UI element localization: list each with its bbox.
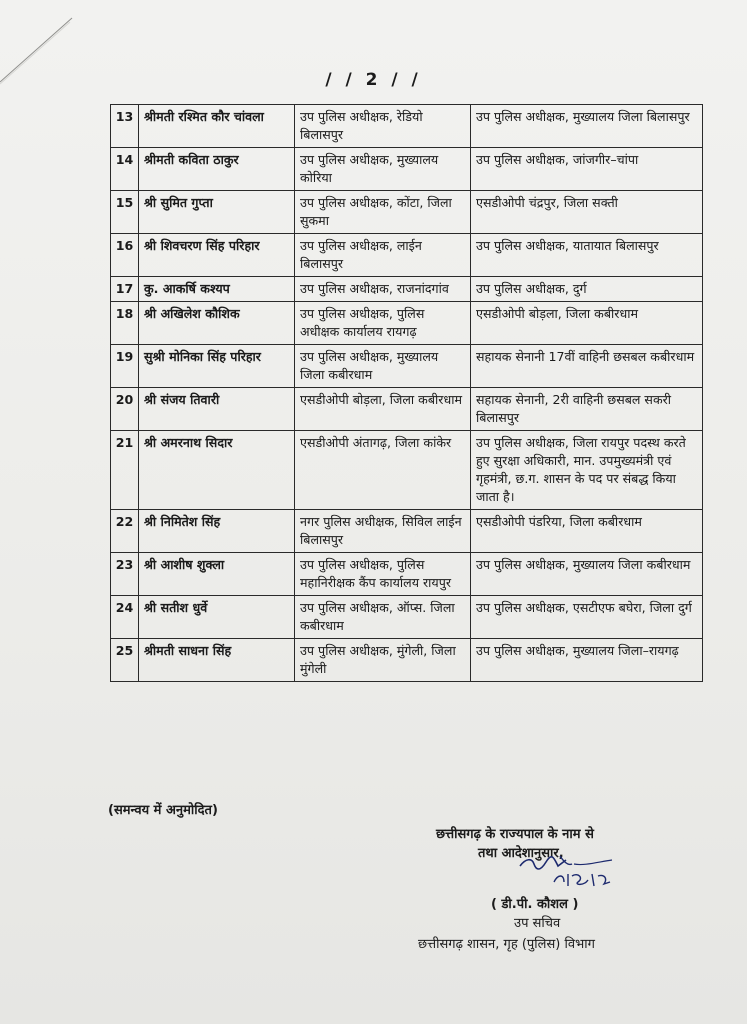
new-posting-cell: एसडीओपी बोड़ला, जिला कबीरधाम — [471, 302, 703, 345]
current-posting-cell: उप पुलिस अधीक्षक, पुलिस महानिरीक्षक कैंप कार्यालय रायपुर — [295, 553, 471, 596]
department-line: छत्तीसगढ़ शासन, गृह (पुलिस) विभाग — [418, 937, 595, 952]
serial-number-cell: 20 — [111, 388, 139, 431]
officer-name-cell: श्री संजय तिवारी — [139, 388, 295, 431]
new-posting-cell: उप पुलिस अधीक्षक, मुख्यालय जिला कबीरधाम — [471, 553, 703, 596]
table-row — [111, 302, 703, 345]
serial-number-cell: 18 — [111, 302, 139, 345]
signatory-name: ( डी.पी. कौशल ) — [491, 897, 579, 912]
new-posting-cell: उप पुलिस अधीक्षक, यातायात बिलासपुर — [471, 234, 703, 277]
officer-name-cell: कु. आकर्षि कश्यप — [139, 277, 295, 302]
new-posting-cell: एसडीओपी चंद्रपुर, जिला सक्ती — [471, 191, 703, 234]
new-posting-cell: उप पुलिस अधीक्षक, मुख्यालय जिला बिलासपुर — [471, 105, 703, 148]
serial-number-cell: 23 — [111, 553, 139, 596]
officer-name-cell: श्रीमती कविता ठाकुर — [139, 148, 295, 191]
officer-name-cell: श्री निमितेश सिंह — [139, 510, 295, 553]
table-row — [111, 388, 703, 431]
serial-number-cell: 25 — [111, 639, 139, 682]
table-row — [111, 596, 703, 639]
current-posting-cell: एसडीओपी बोड़ला, जिला कबीरधाम — [295, 388, 471, 431]
transfer-order-table — [110, 104, 703, 682]
new-posting-cell: एसडीओपी पंडरिया, जिला कबीरधाम — [471, 510, 703, 553]
new-posting-cell: उप पुलिस अधीक्षक, एसटीएफ बघेरा, जिला दुर्ग — [471, 596, 703, 639]
current-posting-cell: उप पुलिस अधीक्षक, लाईन बिलासपुर — [295, 234, 471, 277]
serial-number-cell: 15 — [111, 191, 139, 234]
current-posting-cell: नगर पुलिस अधीक्षक, सिविल लाईन बिलासपुर — [295, 510, 471, 553]
handwritten-signature — [514, 852, 634, 892]
serial-number-cell: 13 — [111, 105, 139, 148]
officer-name-cell: श्री अखिलेश कौशिक — [139, 302, 295, 345]
officer-name-cell: श्रीमती साधना सिंह — [139, 639, 295, 682]
serial-number-cell: 22 — [111, 510, 139, 553]
serial-number-cell: 16 — [111, 234, 139, 277]
table-row — [111, 510, 703, 553]
page-number-header: / / 2 / / — [325, 70, 422, 90]
current-posting-cell: उप पुलिस अधीक्षक, पुलिस अधीक्षक कार्यालय रायगढ़ — [295, 302, 471, 345]
authority-line-1: छत्तीसगढ़ के राज्यपाल के नाम से — [436, 827, 594, 842]
serial-number-cell: 24 — [111, 596, 139, 639]
approval-note: (समन्वय में अनुमोदित) — [108, 803, 218, 818]
new-posting-cell: उप पुलिस अधीक्षक, मुख्यालय जिला–रायगढ़ — [471, 639, 703, 682]
serial-number-cell: 17 — [111, 277, 139, 302]
table-row — [111, 345, 703, 388]
signatory-designation: उप सचिव — [514, 916, 561, 931]
officer-name-cell: सुश्री मोनिका सिंह परिहार — [139, 345, 295, 388]
current-posting-cell: उप पुलिस अधीक्षक, मुख्यालय कोरिया — [295, 148, 471, 191]
new-posting-cell: उप पुलिस अधीक्षक, जिला रायपुर पदस्थ करते हुए सुरक्षा अधिकारी, मान. उपमुख्यमंत्री एवं गृहमंत्री, छ.ग. शासन के पद पर संबद्ध किया जाता है। — [471, 431, 703, 510]
new-posting-cell: उप पुलिस अधीक्षक, दुर्ग — [471, 277, 703, 302]
table-row — [111, 431, 703, 510]
serial-number-cell: 14 — [111, 148, 139, 191]
authority-line-2: तथा आदेशानुसार, — [478, 846, 564, 861]
current-posting-cell: उप पुलिस अधीक्षक, कोंटा, जिला सुकमा — [295, 191, 471, 234]
new-posting-cell: उप पुलिस अधीक्षक, जांजगीर–चांपा — [471, 148, 703, 191]
officer-name-cell: श्री अमरनाथ सिदार — [139, 431, 295, 510]
table-row — [111, 553, 703, 596]
current-posting-cell: उप पुलिस अधीक्षक, रेडियो बिलासपुर — [295, 105, 471, 148]
table-row — [111, 191, 703, 234]
officer-name-cell: श्री सुमित गुप्ता — [139, 191, 295, 234]
new-posting-cell: सहायक सेनानी, 2री वाहिनी छसबल सकरी बिलासपुर — [471, 388, 703, 431]
serial-number-cell: 19 — [111, 345, 139, 388]
current-posting-cell: उप पुलिस अधीक्षक, ऑप्स. जिला कबीरधाम — [295, 596, 471, 639]
new-posting-cell: सहायक सेनानी 17वीं वाहिनी छसबल कबीरधाम — [471, 345, 703, 388]
officer-name-cell: श्री शिवचरण सिंह परिहार — [139, 234, 295, 277]
table-row — [111, 639, 703, 682]
table-row — [111, 277, 703, 302]
officer-name-cell: श्रीमती रश्मित कौर चांवला — [139, 105, 295, 148]
table-row — [111, 148, 703, 191]
table-row — [111, 234, 703, 277]
officer-name-cell: श्री सतीश धुर्वे — [139, 596, 295, 639]
current-posting-cell: एसडीओपी अंतागढ़, जिला कांकेर — [295, 431, 471, 510]
serial-number-cell: 21 — [111, 431, 139, 510]
current-posting-cell: उप पुलिस अधीक्षक, राजनांदगांव — [295, 277, 471, 302]
current-posting-cell: उप पुलिस अधीक्षक, मुख्यालय जिला कबीरधाम — [295, 345, 471, 388]
table-row — [111, 105, 703, 148]
current-posting-cell: उप पुलिस अधीक्षक, मुंगेली, जिला मुंगेली — [295, 639, 471, 682]
officer-name-cell: श्री आशीष शुक्ला — [139, 553, 295, 596]
